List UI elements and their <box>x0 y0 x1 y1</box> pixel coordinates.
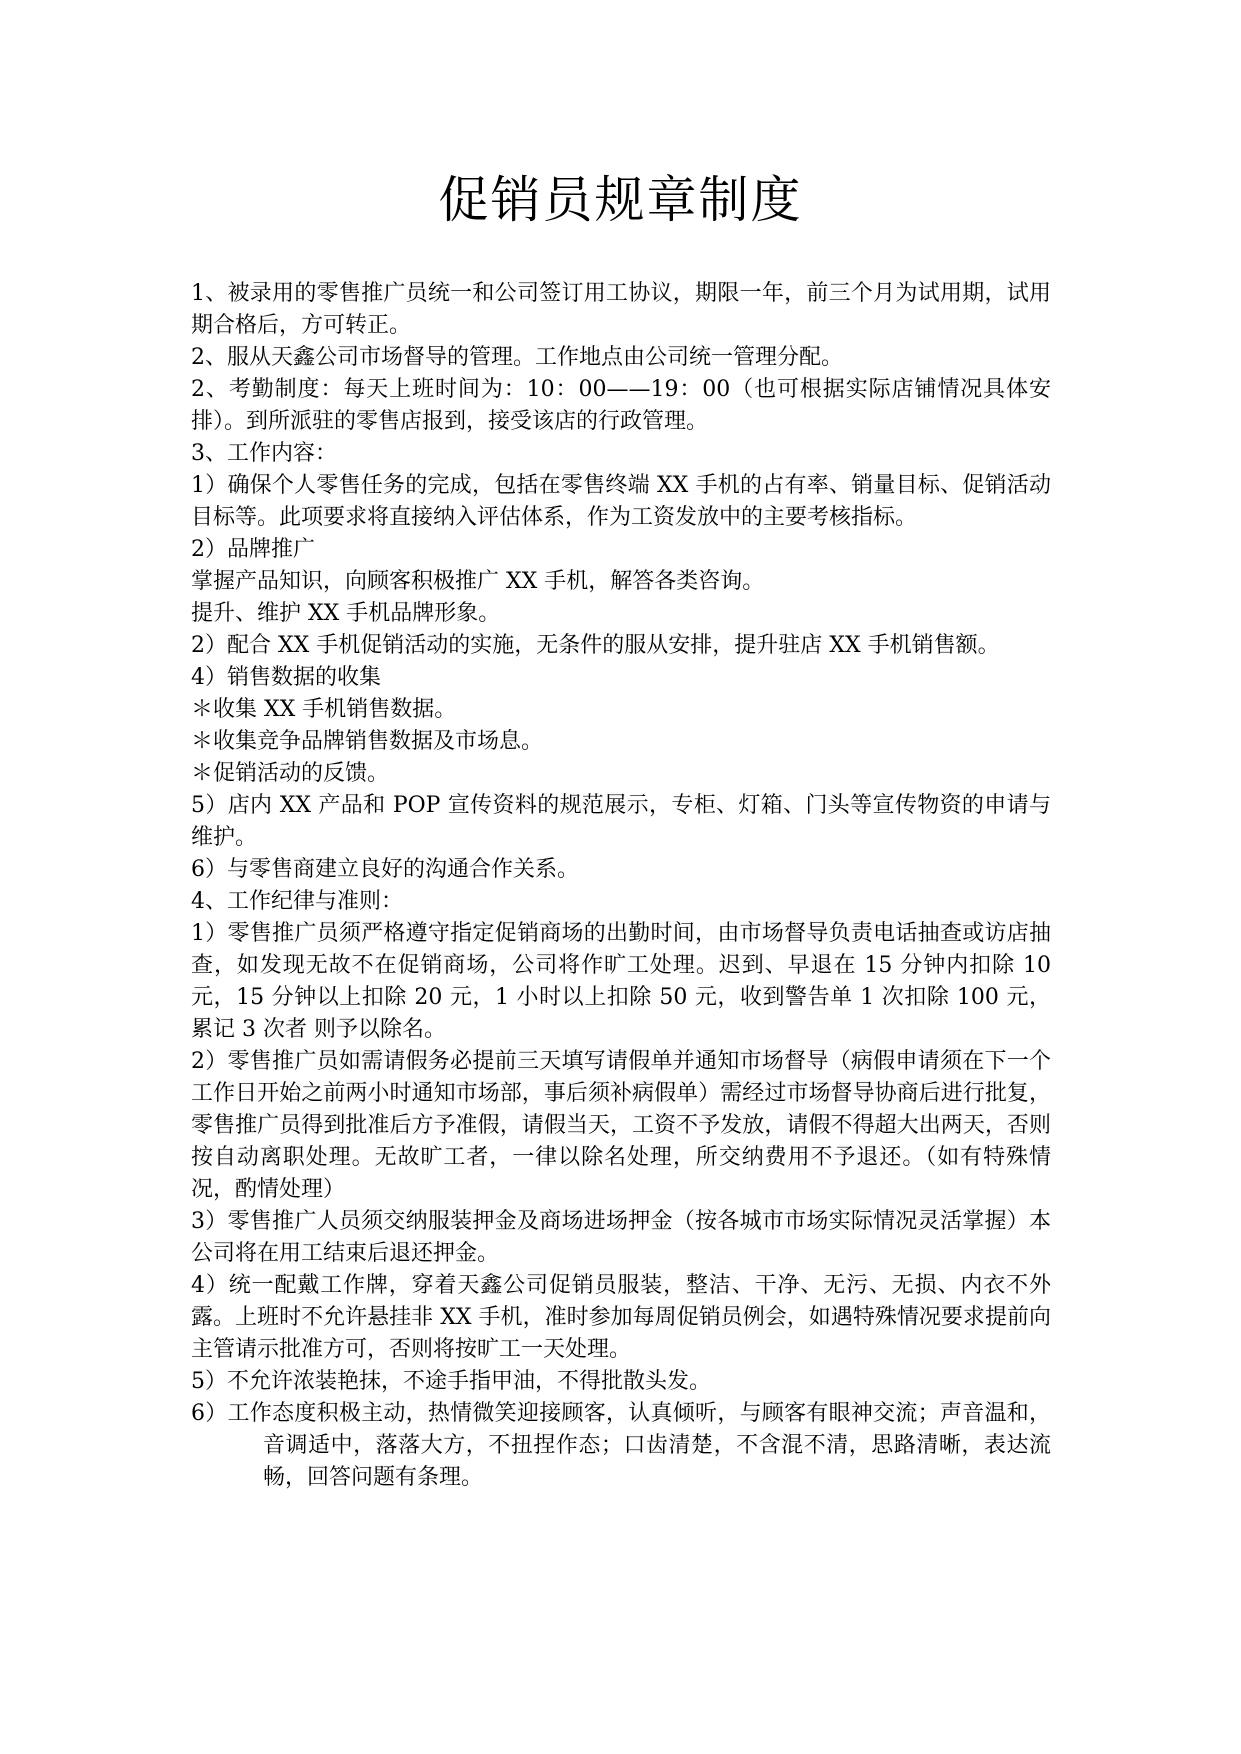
paragraph-leave-request: 2）零售推广员如需请假务必提前三天填写请假单并通知市场督导（病假申请须在下一个工作日开始之前两小时通知市场部，事后须补病假单）需经过市场督导协商后进行批复，零售推广员得到批准后方予准假，请假当天，工资不予发放，请假不得超大出两天，否则按自动离职处理。无故旷工者，一律以除名处理，所交纳费用不予退还。（如有特殊情况，酌情处理） <box>191 1049 1051 1202</box>
paragraph-product-knowledge: 掌握产品知识，向顾客积极推广 XX 手机，解答各类咨询。 <box>191 569 765 594</box>
paragraph-retailer-relations: 6）与零售商建立良好的沟通合作关系。 <box>191 857 579 882</box>
paragraph-deposit: 3）零售推广人员须交纳服装押金及商场进场押金（按各城市市场实际情况灵活掌握）本公司将在用工结束后退还押金。 <box>191 1209 1051 1266</box>
paragraph-attitude: 6）工作态度积极主动，热情微笑迎接顾客，认真倾听，与顾客有眼神交流；声音温和，音调适中，落落大方，不扭捏作态；口齿清楚，不含混不清，思路清晰，表达流畅，回答问题有条理。 <box>191 1401 1051 1490</box>
paragraph-collect-sales-data: ＊收集 XX 手机销售数据。 <box>191 697 457 722</box>
paragraph-obey-management: 2、服从天鑫公司市场督导的管理。工作地点由公司统一管理分配。 <box>191 345 843 370</box>
document-body <box>191 278 1051 1494</box>
paragraph-contract: 1、被录用的零售推广员统一和公司签订用工协议，期限一年，前三个月为试用期，试用期合格后，方可转正。 <box>191 281 1051 338</box>
paragraph-attendance-penalty: 1）零售推广员须严格遵守指定促销商场的出勤时间，由市场督导负责电话抽查或访店抽查，如发现无故不在促销商场，公司将作旷工处理。迟到、早退在 15 分钟内扣除 10 元，15 分钟以上扣除 20 元，1 小时以上扣除 50 元，收到警告单 1 次扣除 100 元，累记 3 次者 则予以除名。 <box>191 921 1051 1042</box>
paragraph-pop-display: 5）店内 XX 产品和 POP 宣传资料的规范展示，专柜、灯箱、门头等宣传物资的申请与维护。 <box>191 793 1051 850</box>
paragraph-brand-image: 提升、维护 XX 手机品牌形象。 <box>191 601 501 626</box>
section-heading-discipline: 4、工作纪律与准则： <box>191 889 403 914</box>
paragraph-collect-competitor-data: ＊收集竞争品牌销售数据及市场息。 <box>191 729 544 754</box>
paragraph-uniform: 4）统一配戴工作牌，穿着天鑫公司促销员服装，整洁、干净、无污、无损、内衣不外露。上班时不允许悬挂非 XX 手机，准时参加每周促销员例会，如遇特殊情况要求提前向主管请示批准方可，否则将按旷工一天处理。 <box>191 1273 1051 1362</box>
paragraph-sales-data: 4）销售数据的收集 <box>191 665 381 690</box>
paragraph-sales-task: 1）确保个人零售任务的完成，包括在零售终端 XX 手机的占有率、销量目标、促销活动目标等。此项要求将直接纳入评估体系，作为工资发放中的主要考核指标。 <box>191 473 1051 530</box>
paragraph-promotion-cooperation: 2）配合 XX 手机促销活动的实施，无条件的服从安排，提升驻店 XX 手机销售额。 <box>191 633 1000 658</box>
section-heading-work-content: 3、工作内容： <box>191 441 337 466</box>
paragraph-attendance: 2、考勤制度：每天上班时间为：10：00——19：00（也可根据实际店铺情况具体安排）。到所派驻的零售店报到，接受该店的行政管理。 <box>191 377 1051 434</box>
paragraph-promotion-feedback: ＊促销活动的反馈。 <box>191 761 390 786</box>
document-title: 促销员规章制度 <box>438 171 803 229</box>
paragraph-appearance: 5）不允许浓装艳抹，不途手指甲油，不得批散头发。 <box>191 1369 711 1394</box>
paragraph-brand-promotion: 2）品牌推广 <box>191 537 315 562</box>
